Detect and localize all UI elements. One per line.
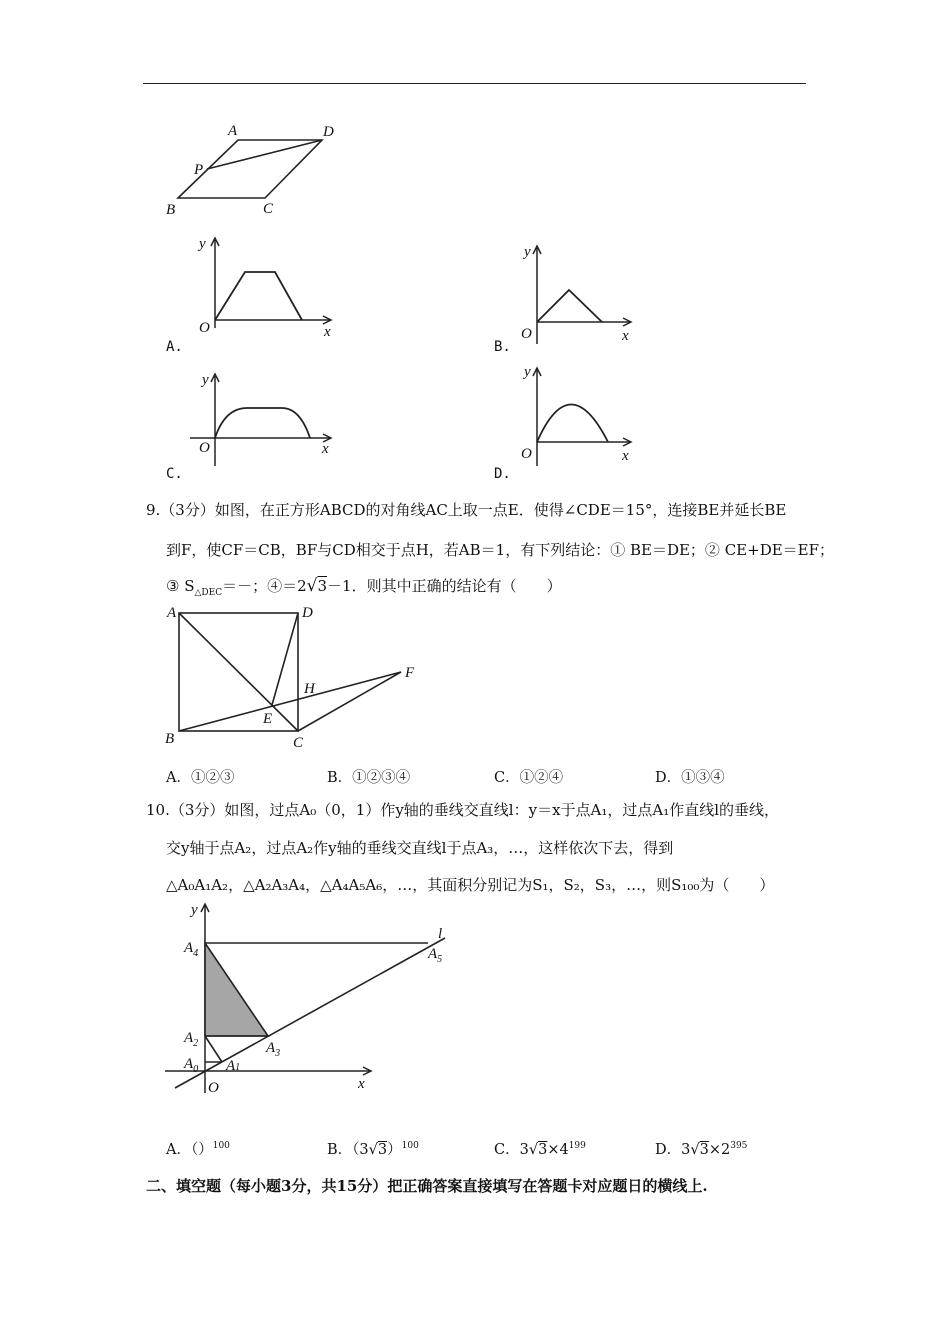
label-A4: $A_4$	[184, 940, 199, 959]
q10-line-3: △A₀A₁A₂，△A₂A₃A₄，△A₄A₅A₆，…，其面积分别记为S₁，S₂，S₃，…，则S₁₀₀为（ ）	[166, 876, 775, 894]
q10-d-post: ×2	[708, 1142, 731, 1158]
label-H: H	[304, 681, 315, 697]
label-A5: $A_5$	[428, 946, 443, 965]
q10-a-sup: 100	[212, 1141, 230, 1152]
q10-d-sup: 395	[730, 1141, 748, 1152]
label-D: D	[302, 605, 313, 621]
x-label: x	[322, 441, 329, 457]
q10-option-a[interactable]	[166, 1138, 230, 1159]
q9-line-3-sub: △DEC	[194, 588, 223, 598]
q9-line-3-pre: ③ S	[166, 577, 195, 595]
label-D: D	[323, 124, 334, 140]
origin-label: O	[521, 446, 532, 462]
q8-option-d-label: D.	[494, 466, 511, 482]
q10-figure	[160, 898, 460, 1098]
q10-option-c[interactable]	[494, 1138, 586, 1159]
q8-option-c-label: C.	[166, 466, 183, 482]
y-label: y	[191, 902, 198, 918]
q8-parallelogram-figure	[160, 118, 340, 218]
label-E: E	[263, 711, 273, 727]
q10-b-root: 3	[377, 1142, 388, 1158]
q9-line-2: 到F，使CF＝CB，BF与CD相交于点H，若AB＝1，有下列结论：① BE＝DE；② CE+DE＝EF；	[166, 541, 835, 559]
label-A2: $A_2$	[184, 1030, 199, 1049]
q10-a-pre: A．（）	[166, 1142, 213, 1158]
q9-line-3-mid: ＝－；④＝2	[222, 577, 307, 595]
q8-option-a-label: A.	[166, 339, 183, 355]
q9-square-figure	[160, 600, 430, 755]
q9-option-c[interactable]: C．①②④	[494, 770, 564, 786]
q8-graph-a	[190, 232, 350, 342]
q10-c-pre: C．3	[494, 1142, 529, 1158]
q8-graph-b	[512, 240, 642, 350]
q9-line-1: 9.（3分）如图，在正方形ABCD的对角线AC上取一点E．使得∠CDE＝15°，连接BE并延长BE	[146, 501, 787, 519]
q9-option-a[interactable]: A．①②③	[166, 770, 235, 786]
label-C: C	[263, 201, 274, 217]
label-A: A	[228, 123, 238, 139]
origin-label: O	[521, 326, 532, 342]
sqrt-sign: √	[528, 1142, 539, 1158]
q9-line-3-root: 3	[317, 577, 328, 595]
y-label: y	[524, 244, 531, 260]
sqrt-sign: √	[306, 576, 318, 596]
q10-c-post: ×4	[547, 1142, 569, 1158]
q9-line-3	[166, 576, 836, 603]
label-F: F	[405, 665, 415, 681]
y-label: y	[202, 372, 209, 388]
sqrt-sign: √	[368, 1142, 378, 1158]
q9-option-d[interactable]: D．①③④	[655, 770, 725, 786]
section-2-heading: 二、填空题（每小题3分，共15分）把正确答案直接填写在答题卡对应题日的横线上.	[146, 1177, 708, 1195]
q10-d-pre: D．3	[655, 1142, 691, 1158]
label-A3: $A_3$	[266, 1040, 281, 1059]
origin-label: O	[199, 320, 210, 336]
origin-label: O	[199, 440, 210, 456]
q8-option-b-label: B.	[494, 339, 511, 355]
q9-option-b[interactable]: B．①②③④	[327, 770, 411, 786]
q10-d-root: 3	[699, 1142, 709, 1158]
y-label: y	[199, 236, 206, 252]
x-label: x	[622, 328, 629, 344]
label-A1: A1	[226, 1058, 241, 1074]
label-P: P	[194, 162, 204, 178]
q10-b-pre: B．（3	[327, 1142, 369, 1158]
q10-c-sup: 199	[568, 1141, 586, 1152]
q10-b-post: ）	[387, 1142, 402, 1158]
x-label: x	[324, 324, 331, 340]
q10-c-root: 3	[538, 1142, 548, 1158]
q10-line-1: 10.（3分）如图，过点A₀（0，1）作y轴的垂线交直线l：y＝x于点A₁，过点A₁作直线l的垂线，	[146, 801, 780, 819]
q8-graph-d	[512, 362, 642, 472]
sqrt-sign: √	[690, 1142, 700, 1158]
q10-option-d[interactable]	[655, 1138, 747, 1159]
q9-line-3-post: －1．则其中正确的结论有（ ）	[327, 577, 562, 595]
q8-graph-c	[190, 368, 350, 473]
line-l-label: l	[438, 926, 443, 942]
header-rule	[143, 83, 806, 84]
label-B: B	[166, 202, 176, 218]
q10-line-2: 交y轴于点A₂，过点A₂作y轴的垂线交直线l于点A₃，…，这样依次下去，得到	[166, 839, 674, 857]
x-label: x	[358, 1076, 365, 1092]
x-label: x	[622, 448, 629, 464]
q10-option-b[interactable]	[327, 1138, 419, 1159]
label-B: B	[165, 731, 175, 747]
y-label: y	[524, 364, 531, 380]
q10-b-sup: 100	[401, 1141, 419, 1152]
origin-label: O	[208, 1080, 219, 1096]
label-C: C	[293, 735, 304, 751]
label-A0: $A_0$	[184, 1056, 199, 1075]
label-A: A	[167, 605, 177, 621]
